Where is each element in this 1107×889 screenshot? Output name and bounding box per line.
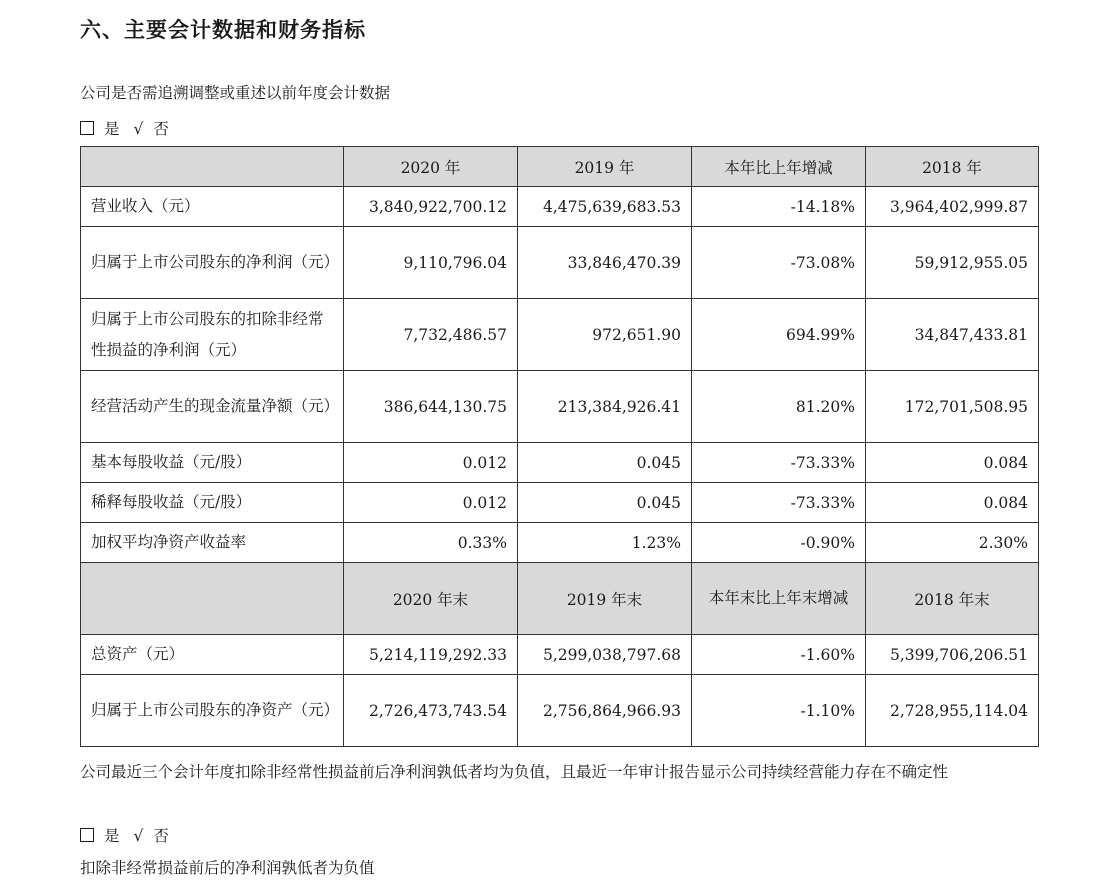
value-cell: 81.20% [692, 371, 866, 443]
value-cell: 694.99% [692, 299, 866, 371]
value-cell: -0.90% [692, 523, 866, 563]
header-cell: 本年比上年增减 [692, 147, 866, 187]
no-label: 否 [153, 120, 169, 138]
value-cell: 5,214,119,292.33 [344, 635, 518, 675]
header-cell: 2018 年 [866, 147, 1039, 187]
yes-checkbox [80, 121, 94, 135]
value-cell: 3,840,922,700.12 [344, 187, 518, 227]
header-cell: 本年末比上年末增减 [692, 563, 866, 635]
header-cell: 2020 年末 [344, 563, 518, 635]
value-cell: 0.33% [344, 523, 518, 563]
value-cell: 1.23% [518, 523, 692, 563]
value-cell: 0.012 [344, 443, 518, 483]
restatement-options [80, 117, 169, 139]
table-header-row [81, 563, 1039, 635]
table-row [81, 483, 1039, 523]
header-cell: 2020 年 [344, 147, 518, 187]
value-cell: 2.30% [866, 523, 1039, 563]
going-concern-statement: 公司最近三个会计年度扣除非经常性损益前后净利润孰低者均为负值，且最近一年审计报告显示公司持续经营能力存在不确定性 [80, 763, 949, 781]
value-cell: -73.08% [692, 227, 866, 299]
value-cell: -14.18% [692, 187, 866, 227]
header-corner-cell [81, 563, 344, 635]
value-cell: 9,110,796.04 [344, 227, 518, 299]
value-cell: 59,912,955.05 [866, 227, 1039, 299]
value-cell: 972,651.90 [518, 299, 692, 371]
no-label: 否 [153, 827, 169, 845]
value-cell: 172,701,508.95 [866, 371, 1039, 443]
financial-data-table [80, 146, 1039, 747]
table-row [81, 443, 1039, 483]
value-cell: 0.045 [518, 483, 692, 523]
section-heading: 六、主要会计数据和财务指标 [80, 18, 366, 42]
table-header-row [81, 147, 1039, 187]
restatement-question: 公司是否需追溯调整或重述以前年度会计数据 [80, 84, 391, 102]
value-cell: 213,384,926.41 [518, 371, 692, 443]
value-cell: 34,847,433.81 [866, 299, 1039, 371]
table-row [81, 227, 1039, 299]
yes-label: 是 [104, 120, 120, 138]
value-cell: 0.084 [866, 443, 1039, 483]
value-cell: 0.012 [344, 483, 518, 523]
header-corner-cell [81, 147, 344, 187]
value-cell: 386,644,130.75 [344, 371, 518, 443]
row-label: 稀释每股收益（元/股） [81, 483, 344, 523]
row-label: 加权平均净资产收益率 [81, 523, 344, 563]
value-cell: 5,399,706,206.51 [866, 635, 1039, 675]
row-label: 营业收入（元） [81, 187, 344, 227]
table-row [81, 523, 1039, 563]
check-mark-icon: √ [133, 827, 144, 845]
value-cell: -73.33% [692, 443, 866, 483]
value-cell: 3,964,402,999.87 [866, 187, 1039, 227]
row-label: 归属于上市公司股东的净资产（元） [81, 675, 344, 747]
table-row [81, 187, 1039, 227]
check-mark-icon: √ [133, 120, 144, 138]
going-concern-options [80, 824, 169, 846]
value-cell: 7,732,486.57 [344, 299, 518, 371]
value-cell: 33,846,470.39 [518, 227, 692, 299]
header-cell: 2019 年末 [518, 563, 692, 635]
value-cell: 2,726,473,743.54 [344, 675, 518, 747]
row-label: 基本每股收益（元/股） [81, 443, 344, 483]
table-row [81, 299, 1039, 371]
value-cell: 2,728,955,114.04 [866, 675, 1039, 747]
value-cell: -1.60% [692, 635, 866, 675]
yes-label: 是 [104, 827, 120, 845]
value-cell: -73.33% [692, 483, 866, 523]
value-cell: 5,299,038,797.68 [518, 635, 692, 675]
value-cell: 2,756,864,966.93 [518, 675, 692, 747]
negative-profit-note: 扣除非经常损益前后的净利润孰低者为负值 [80, 859, 375, 877]
row-label: 总资产（元） [81, 635, 344, 675]
row-label: 归属于上市公司股东的净利润（元） [81, 227, 344, 299]
header-cell: 2018 年末 [866, 563, 1039, 635]
table-row [81, 371, 1039, 443]
table-row [81, 635, 1039, 675]
header-cell: 2019 年 [518, 147, 692, 187]
value-cell: 0.084 [866, 483, 1039, 523]
table-row [81, 675, 1039, 747]
value-cell: 4,475,639,683.53 [518, 187, 692, 227]
value-cell: 0.045 [518, 443, 692, 483]
row-label: 经营活动产生的现金流量净额（元） [81, 371, 344, 443]
yes-checkbox [80, 828, 94, 842]
row-label: 归属于上市公司股东的扣除非经常性损益的净利润（元） [81, 299, 344, 371]
value-cell: -1.10% [692, 675, 866, 747]
